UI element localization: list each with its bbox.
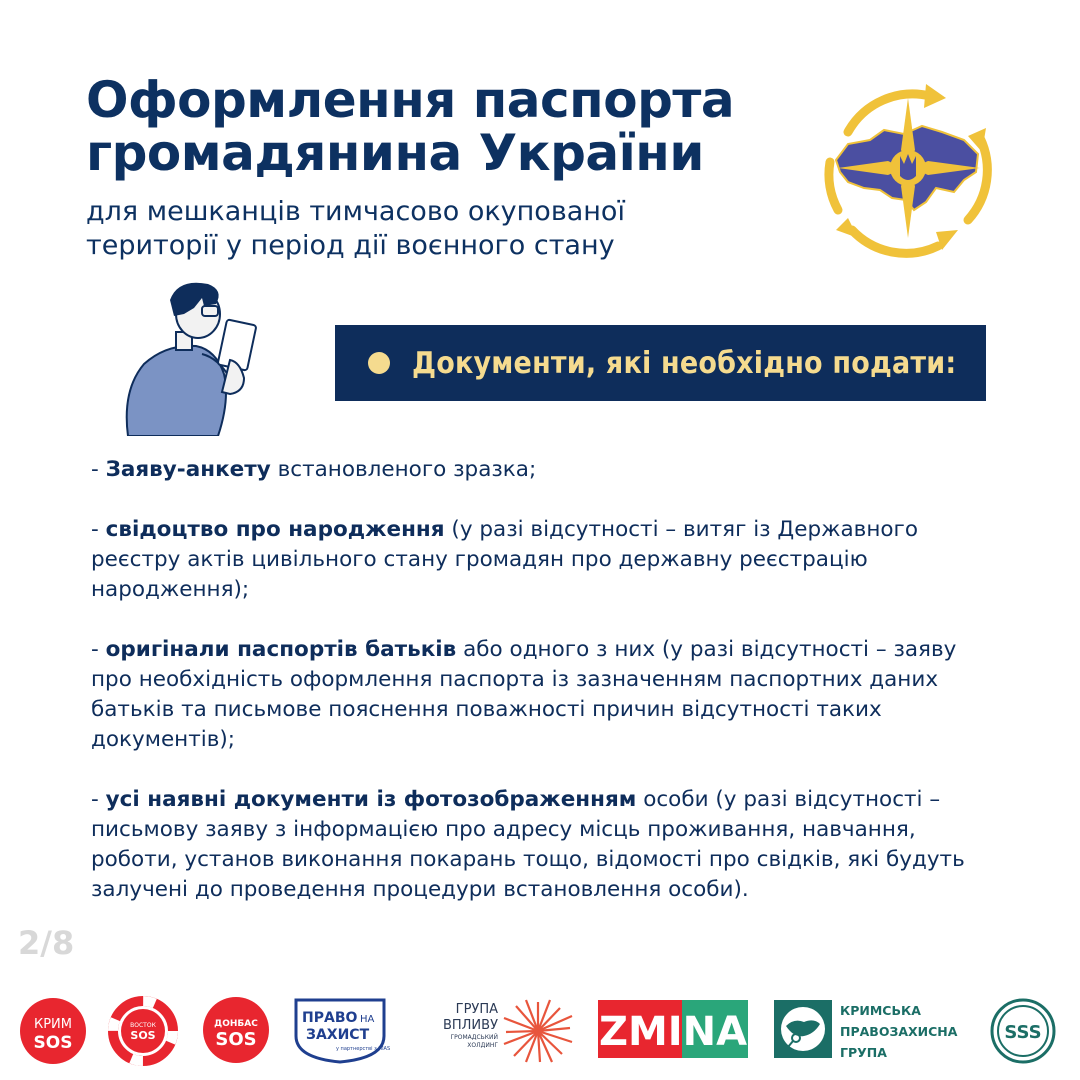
list-item-bold: свідоцтво про народження bbox=[105, 517, 445, 542]
document-list bbox=[91, 455, 1001, 935]
list-item-text: (у разі відсутності – витяг із Державного реєстру актів цивільного стану громадян про державну реєстрацію народження); bbox=[91, 517, 918, 602]
page-indicator: 2/8 bbox=[18, 924, 75, 962]
bullet-dot bbox=[368, 352, 390, 374]
svg-text:SOS: SOS bbox=[215, 1029, 257, 1050]
svg-text:КРИМ: КРИМ bbox=[33, 1017, 73, 1032]
list-item: - усі наявні документи із фотозображенням особи (у разі відсутності – письмову заяву з інформацією про адресу місць проживання, навчання, роботи, установ виконання покарань тощо, відомості про свідків, які будуть залучені до проведення процедури встановлення особи). bbox=[91, 787, 965, 902]
list-item: - свідоцтво про народження (у разі відсутності – витяг із Державного реєстру актів цивільного стану громадян про державну реєстрацію народження); bbox=[91, 517, 918, 602]
list-item-bold: усі наявні документи із фотозображенням bbox=[105, 787, 637, 812]
crimean-human-rights-group-logo: КРИМСЬКА ПРАВОЗАХИСНА ГРУПА bbox=[774, 1000, 984, 1064]
svg-text:SOS: SOS bbox=[130, 1029, 156, 1042]
vostok-sos-logo bbox=[108, 996, 178, 1066]
sss-logo bbox=[990, 998, 1056, 1064]
svg-text:ЗАХИСТ: ЗАХИСТ bbox=[306, 1027, 370, 1043]
subtitle-line-2: території у період дії воєнного стану bbox=[86, 230, 615, 261]
svg-text:у партнерстві з HIAS: у партнерстві з HIAS bbox=[336, 1046, 390, 1052]
page-title bbox=[86, 71, 786, 182]
person-reading-illustration bbox=[118, 278, 278, 436]
grupa-vplyvu-logo: ГРУПА ВПЛИВУ ГРОМАДСЬКИЙ ХОЛДИНГ bbox=[430, 1002, 580, 1064]
svg-text:ДОНБАС: ДОНБАС bbox=[214, 1019, 258, 1029]
crimea-map-icon bbox=[774, 1000, 832, 1058]
title-line-1: Оформлення паспорта bbox=[86, 71, 735, 129]
list-item-bold: Заяву-анкету bbox=[105, 457, 271, 482]
migration-service-emblem bbox=[818, 80, 1000, 258]
documents-banner bbox=[335, 325, 986, 401]
banner-heading: Документи, які необхідно подати: bbox=[412, 345, 957, 381]
list-item-text: особи (у разі відсутності – письмову заяву з інформацією про адресу місць проживання, навчання, роботи, установ виконання покарань тощо, відомості про свідків, які будуть залучені до проведення процедури встановлення особи). bbox=[91, 787, 965, 902]
subtitle-line-1: для мешканців тимчасово окупованої bbox=[86, 196, 625, 227]
list-item-text: встановленого зразка; bbox=[270, 457, 537, 482]
krym-sos-logo bbox=[18, 996, 88, 1066]
svg-text:ВОСТОК: ВОСТОК bbox=[130, 1022, 156, 1029]
arrows-burst-icon bbox=[500, 996, 576, 1066]
svg-text:НА: НА bbox=[360, 1014, 375, 1025]
list-item: - Заяву-анкету встановленого зразка; bbox=[91, 457, 537, 482]
svg-text:SSS: SSS bbox=[1004, 1022, 1042, 1043]
page-subtitle bbox=[86, 195, 786, 263]
title-line-2: громадянина України bbox=[86, 124, 704, 182]
svg-text:SOS: SOS bbox=[33, 1033, 73, 1053]
list-item-text: або одного з них (у разі відсутності – заяву про необхідність оформлення паспорта із зазначенням паспортних даних батьків та письмове пояснення поважності причин відсутності таких документів); bbox=[91, 637, 957, 752]
list-item-bold: оригінали паспортів батьків bbox=[105, 637, 457, 662]
svg-text:ПРАВО: ПРАВО bbox=[302, 1010, 358, 1026]
svg-text:ZMINA: ZMINA bbox=[598, 1009, 748, 1055]
partner-logos bbox=[0, 990, 1080, 1075]
zmina-logo bbox=[598, 1000, 748, 1058]
donbas-sos-logo bbox=[202, 996, 270, 1064]
list-item: - оригінали паспортів батьків або одного з них (у разі відсутності – заяву про необхідність оформлення паспорта із зазначенням паспортних даних батьків та письмове пояснення поважності причин відсутності таких документів); bbox=[91, 637, 957, 752]
pravo-na-zakhyst-logo bbox=[290, 996, 390, 1064]
